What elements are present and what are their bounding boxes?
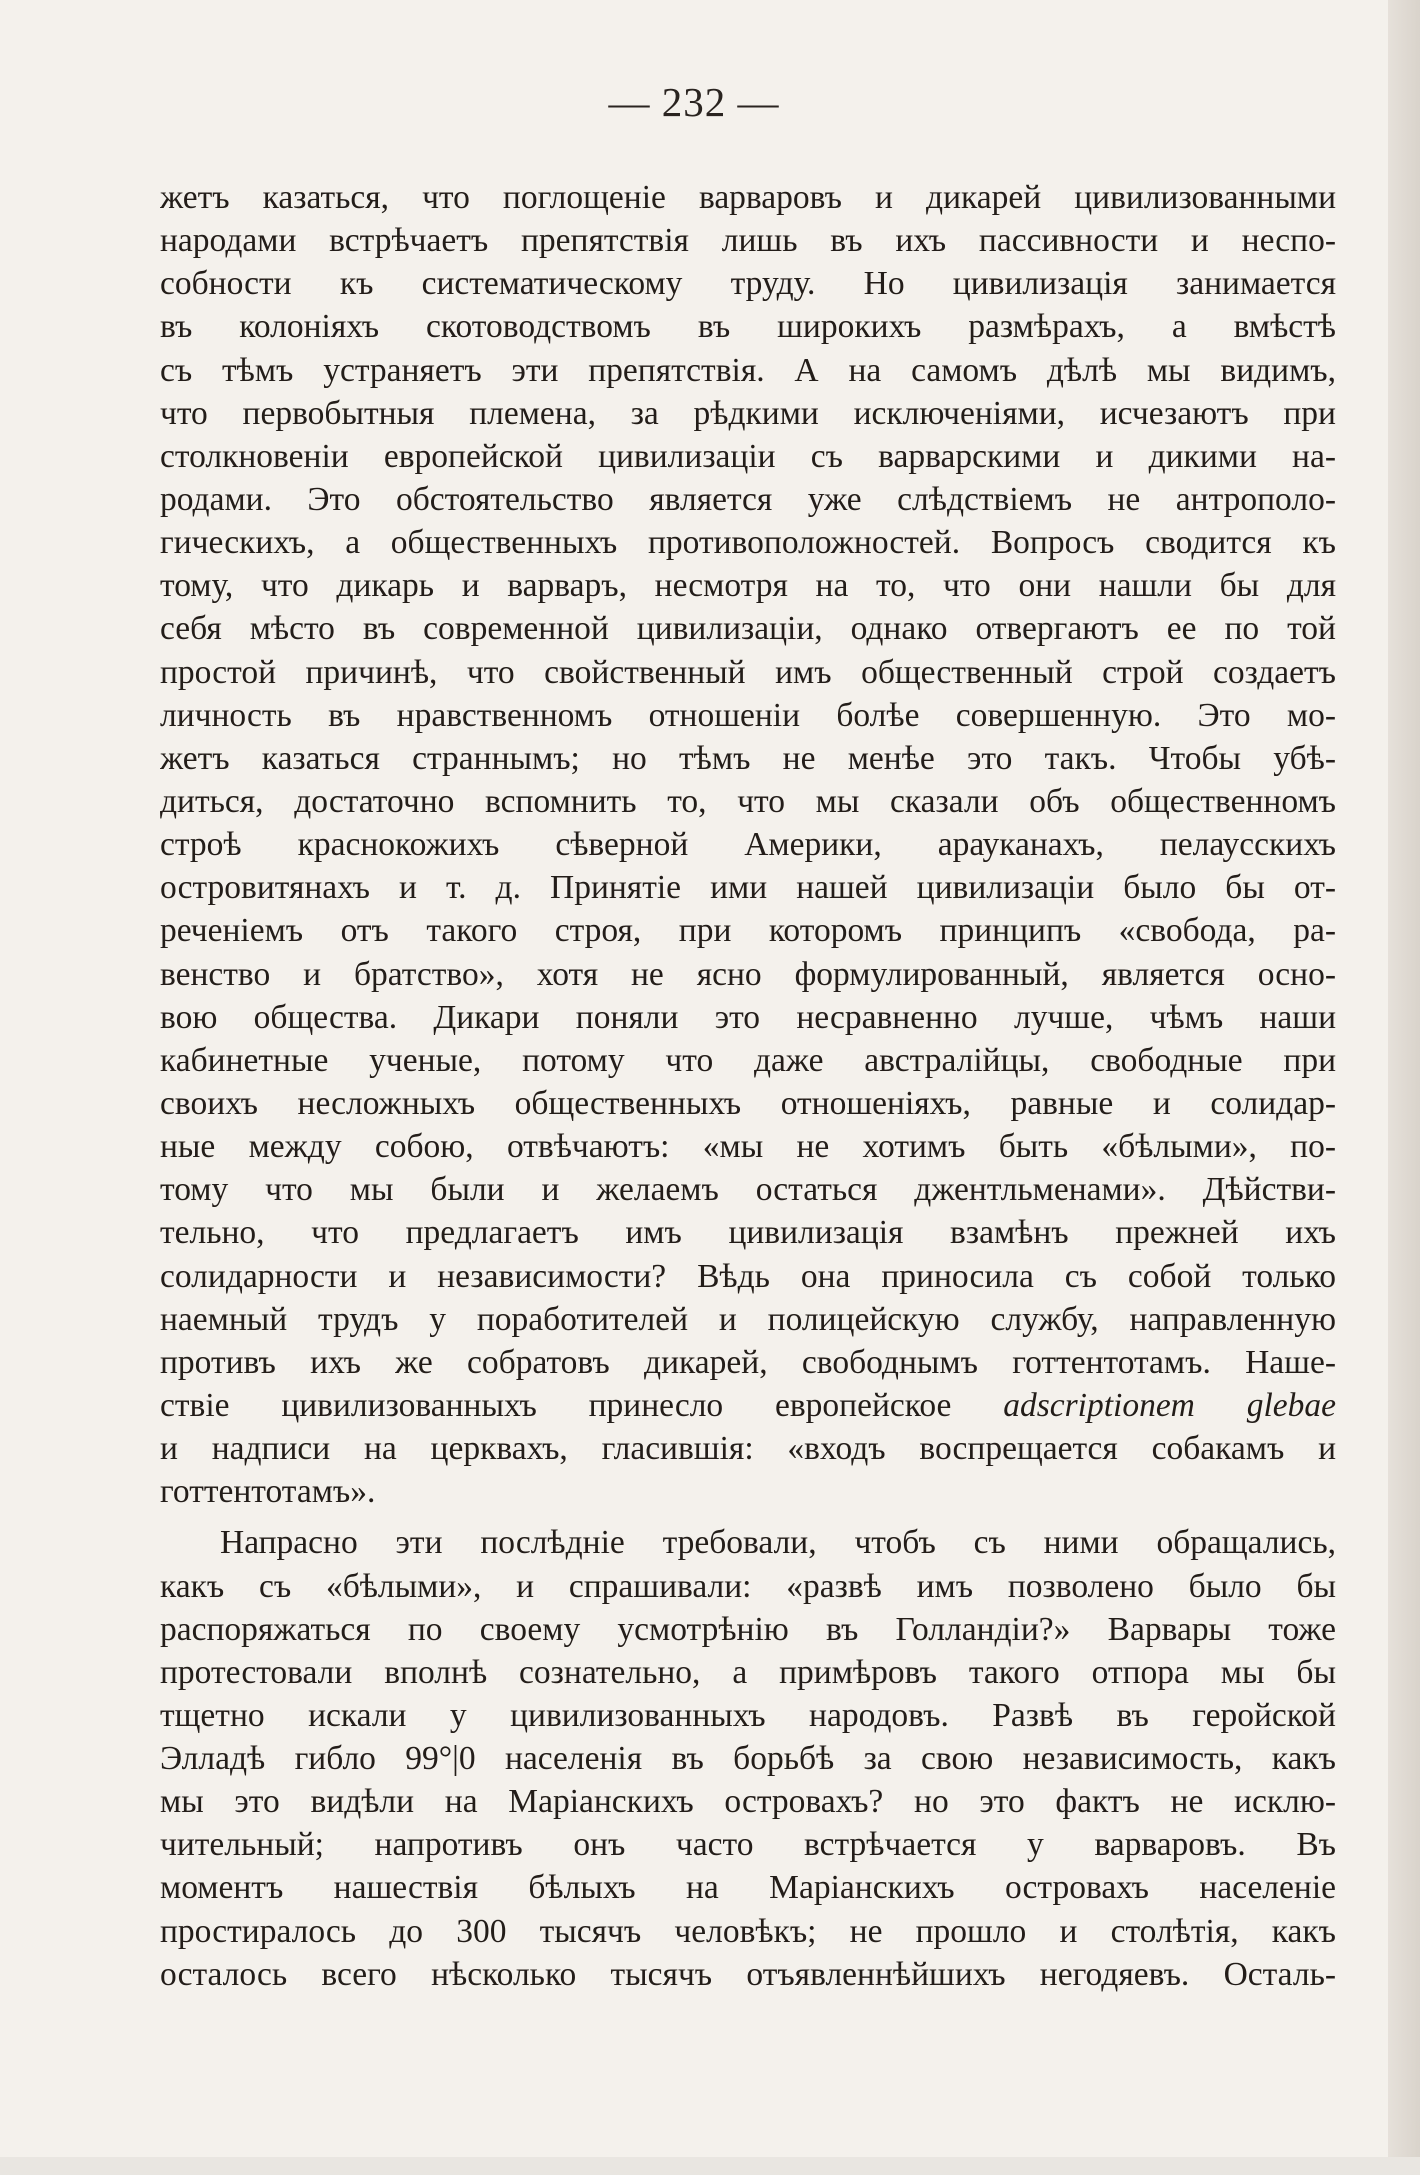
body-text	[160, 176, 1336, 1996]
text-line: солидарности и независимости? Вѣдь она приносила съ собой только	[160, 1257, 1336, 1295]
text-line: и надписи на церквахъ, гласившiя: «входъ воспрещается собакамъ и	[160, 1430, 1336, 1468]
text-line: своихъ несложныхъ общественныхъ отношенiяхъ, равные и солидар-	[160, 1084, 1336, 1122]
text-line: какъ съ «бѣлыми», и спрашивали: «развѣ имъ позволено было бы	[160, 1567, 1336, 1605]
text-line: протестовали вполнѣ сознательно, а примѣровъ такого отпора мы бы	[160, 1653, 1336, 1691]
text-line: тому, что дикарь и варваръ, несмотря на то, что они нашли бы для	[160, 567, 1336, 605]
paragraph-gap	[160, 1513, 1336, 1521]
text-line: наемный трудъ у поработителей и полицейскую службу, направленную	[160, 1300, 1336, 1338]
text-line: ные между собою, отвѣчаютъ: «мы не хотимъ быть «бѣлыми», по-	[160, 1128, 1336, 1166]
text-line: кабинетные ученые, потому что даже австралiйцы, свободные при	[160, 1041, 1336, 1079]
text-line: жетъ казаться страннымъ; но тѣмъ не менѣе это такъ. Чтобы убѣ-	[160, 739, 1336, 777]
text-line: вою общества. Дикари поняли это несравненно лучше, чѣмъ наши	[160, 998, 1336, 1036]
page-number: — 232 —	[608, 79, 780, 125]
latin-line-before: ствiе цивилизованныхъ принесло европейское	[160, 1386, 952, 1424]
text-line: тому что мы были и желаемъ остаться джентльменами». Дѣйстви-	[160, 1171, 1336, 1209]
text-line: что первобытныя племена, за рѣдкими исключенiями, исчезаютъ при	[160, 394, 1336, 432]
text-line: народами встрѣчаетъ препятствiя лишь въ ихъ пассивности и неспо-	[160, 222, 1336, 260]
text-line: Напрасно эти послѣднiе требовали, чтобъ съ ними обращались,	[220, 1524, 1336, 1562]
text-line: моментъ нашествiя бѣлыхъ на Марiанскихъ островахъ населенiе	[160, 1869, 1336, 1907]
text-line: чительный; напротивъ онъ часто встрѣчается у варваровъ. Въ	[160, 1826, 1336, 1864]
text-line: съ тѣмъ устраняетъ эти препятствiя. А на самомъ дѣлѣ мы видимъ,	[160, 351, 1336, 389]
text-line: противъ ихъ же собратовъ дикарей, свободнымъ готтентотамъ. Наше-	[160, 1343, 1336, 1381]
text-line: тельно, что предлагаетъ имъ цивилизацiя взамѣнъ прежней ихъ	[160, 1214, 1336, 1252]
text-line: въ колонiяхъ скотоводствомъ въ широкихъ размѣрахъ, а вмѣстѣ	[160, 308, 1336, 346]
text-line: тщетно искали у цивилизованныхъ народовъ. Развѣ въ геройской	[160, 1696, 1336, 1734]
latin-phrase: adscriptionem glebae	[1003, 1386, 1336, 1424]
text-line: личность въ нравственномъ отношенiи болѣе совершенную. Это мо-	[160, 696, 1336, 734]
page-edge	[1388, 0, 1420, 2175]
text-line: осталось всего нѣсколько тысячъ отъявленнѣйшихъ негодяевъ. Осталь-	[160, 1955, 1336, 1993]
text-line: реченiемъ отъ такого строя, при которомъ принципъ «свобода, ра-	[160, 912, 1336, 950]
text-line: гическихъ, а общественныхъ противоположностей. Вопросъ сводится къ	[160, 524, 1336, 562]
text-line: островитянахъ и т. д. Принятiе ими нашей цивилизацiи было бы от-	[160, 869, 1336, 907]
scan-bottom-band	[0, 2157, 1420, 2175]
text-line: собности къ систематическому труду. Но цивилизацiя занимается	[160, 265, 1336, 303]
text-line: столкновенiи европейской цивилизацiи съ варварскими и дикими на-	[160, 437, 1336, 475]
text-line: простиралось до 300 тысячъ человѣкъ; не прошло и столѣтiя, какъ	[160, 1912, 1336, 1950]
text-line: строѣ краснокожихъ сѣверной Америки, арауканахъ, пелаусскихъ	[160, 826, 1336, 864]
text-line: Элладѣ гибло 99°|0 населенiя въ борьбѣ за свою независимость, какъ	[160, 1740, 1336, 1778]
text-line: диться, достаточно вспомнить то, что мы сказали объ общественномъ	[160, 782, 1336, 820]
text-line-latin	[160, 1384, 1336, 1427]
text-line: готтентотамъ».	[160, 1473, 376, 1511]
text-line: жетъ казаться, что поглощенiе варваровъ и дикарей цивилизованными	[160, 179, 1336, 216]
text-line: себя мѣсто въ современной цивилизацiи, однако отвергаютъ ее по той	[160, 610, 1336, 648]
text-line: венство и братство», хотя не ясно формулированный, является осно-	[160, 955, 1336, 993]
text-line: родами. Это обстоятельство является уже слѣдствiемъ не антрополо-	[160, 480, 1336, 518]
text-line: распоряжаться по своему усмотрѣнiю въ Голландiи?» Варвары тоже	[160, 1610, 1336, 1648]
text-line: мы это видѣли на Марiанскихъ островахъ? но это фактъ не исклю-	[160, 1783, 1336, 1821]
text-line: простой причинѣ, что свойственный имъ общественный строй создаетъ	[160, 653, 1336, 691]
